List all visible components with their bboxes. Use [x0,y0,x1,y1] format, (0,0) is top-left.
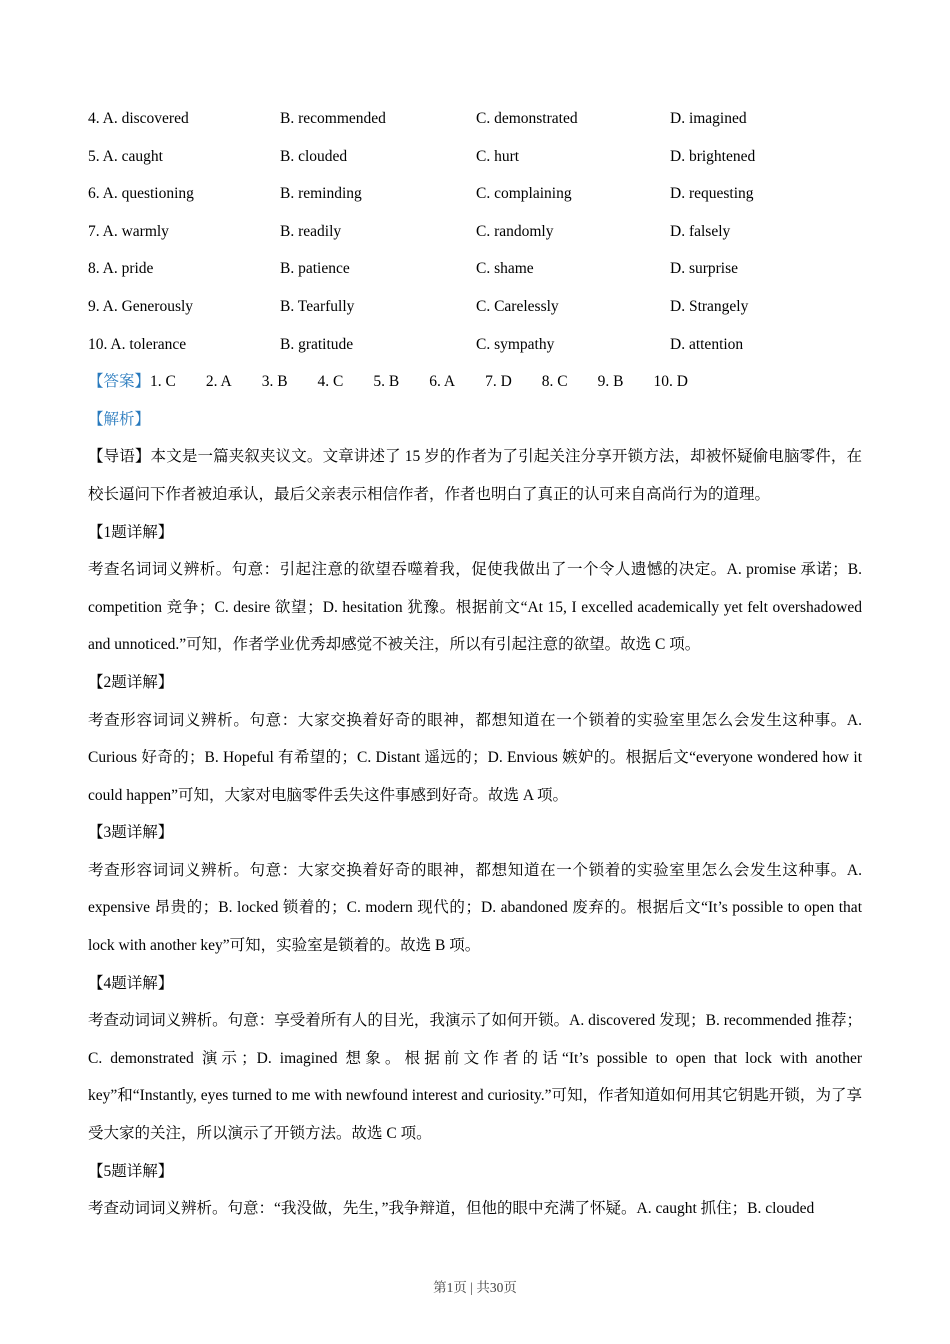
option-cell: 10. A. tolerance [88,335,187,353]
option-cell: B. gratitude [280,335,354,353]
page-number: 第1页 | 共30页 [433,1280,517,1295]
explanation-2: 考查形容词词义辨析。句意：大家交换着好奇的眼神，都想知道在一个锁着的实验室里怎么会发生这种事。A. Curious 好奇的；B. Hopeful 有希望的；C. Distant 遥远的；D. Envious 嫉妒的。根据后文“everyone wondered how it could happen”可知，大家对电脑零件丢失这件事感到好奇。故选 A 项。 [88,711,862,804]
option-cell: 4. A. discovered [88,110,189,127]
option-cell: C. demonstrated [476,110,578,127]
option-cell: B. clouded [280,147,348,165]
question-header: 【4题详解】 [88,974,174,992]
answer-analysis-section [88,363,862,1228]
option-cell: 5. A. caught [88,147,163,165]
question-header: 【2题详解】 [88,673,174,691]
intro-paragraph: 【导语】本文是一篇夹叙夹议文。文章讲述了 15 岁的作者为了引起关注分享开锁方法，却被怀疑偷电脑零件，在校长逼问下作者被迫承认，最后父亲表示相信作者，作者也明白了真正的认可来自高尚行为的道理。 [88,448,862,503]
option-cell: B. reminding [280,185,362,203]
option-cell: C. randomly [476,222,554,240]
option-cell: B. readily [280,222,342,240]
answer-item: 9. B [597,373,624,391]
option-cell: B. patience [280,260,350,278]
answer-item: 1. C [150,373,176,391]
explanation-3: 考查形容词词义辨析。句意：大家交换着好奇的眼神，都想知道在一个锁着的实验室里怎么会发生这种事。A. expensive 昂贵的；B. locked 锁着的；C. modern 现代的；D. abandoned 废弃的。根据后文“It’s possible to open that lock with another key”可知，实验室是锁着的。故选 B 项。 [88,861,862,955]
option-cell: C. Carelessly [476,297,559,315]
option-row [88,250,862,288]
option-cell: B. recommended [280,110,386,127]
answer-item: 7. D [485,373,512,391]
page-footer [0,1276,950,1296]
option-cell: 6. A. questioning [88,185,194,203]
option-row [88,175,862,213]
explanation-1: 考查名词词义辨析。句意：引起注意的欲望吞噬着我，促使我做出了一个令人遗憾的决定。A. promise 承诺；B. competition 竞争；C. desire 欲望；D. hesitation 犹豫。根据前文“At 15, I excelled academically yet felt overshadowed and unnoticed.”可知，作者学业优秀却感觉不被关注，所以有引起注意的欲望。故选 C 项。 [88,561,862,654]
options-table [88,100,862,363]
option-cell: D. brightened [670,147,756,165]
option-cell: 9. A. Generously [88,297,194,315]
option-cell: C. complaining [476,185,572,203]
option-cell: D. surprise [670,260,739,278]
answer-item: 4. C [317,373,344,391]
answer-line [88,363,862,401]
option-cell: D. imagined [670,110,747,127]
option-cell: D. Strangely [670,297,749,315]
answer-item: 10. D [653,373,688,391]
option-cell: C. shame [476,260,534,278]
option-cell: 7. A. warmly [88,222,169,240]
explanation-5: 考查动词词义辨析。句意：“我没做，先生，”我争辩道，但他的眼中充满了怀疑。A. caught 抓住；B. clouded [88,1200,815,1218]
option-cell: C. hurt [476,147,520,165]
option-row [88,100,862,138]
question-header: 【3题详解】 [88,824,174,842]
explanation-4: 考查动词词义辨析。句意：享受着所有人的目光，我演示了如何开锁。A. discovered 发现；B. recommended 推荐；C. demonstrated 演示；D. imagined 想象。根据前文作者的话“It’s possible to open that lock with another key”和“Instantly, eyes turned to me with newfound interest and curiosity.”可知，作者知道如何用其它钥匙开锁，为了享受大家的关注，所以演示了开锁方法。故选 C 项。 [88,1012,862,1143]
option-row [88,138,862,176]
option-cell: 8. A. pride [88,260,154,278]
answer-item: 5. B [373,373,400,391]
option-cell: D. requesting [670,185,754,203]
question-header: 【1题详解】 [88,523,174,541]
option-cell: D. falsely [670,222,731,240]
answer-item: 2. A [205,373,232,391]
option-row [88,288,862,326]
option-cell: D. attention [670,335,744,353]
answer-item: 8. C [541,373,568,391]
answer-item: 3. B [261,373,288,391]
question-header: 【5题详解】 [88,1162,174,1180]
option-row [88,326,862,364]
analysis-label: 【解析】 [88,410,151,428]
option-row [88,213,862,251]
option-cell: B. Tearfully [280,297,355,315]
answer-label: 【答案】 [88,373,151,391]
option-cell: C. sympathy [476,335,555,353]
answer-item: 6. A [429,373,456,391]
